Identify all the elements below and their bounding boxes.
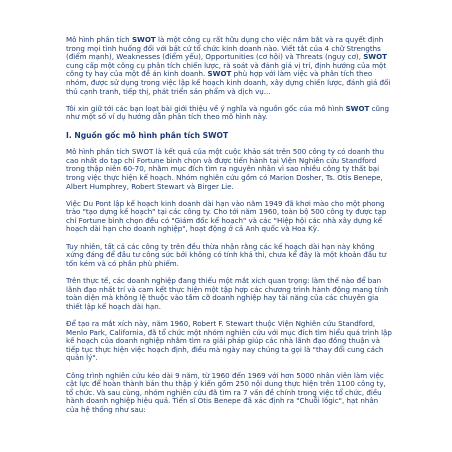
text-run: Tôi xin giữ tới các bạn loạt bài giới thiệu về ý nghĩa và nguồn gốc của mô hình xyxy=(66,103,346,113)
bold-term: SWOT xyxy=(363,52,388,62)
bold-term: SWOT xyxy=(131,35,156,44)
bold-term: SWOT xyxy=(345,103,370,113)
intro-paragraph-2 xyxy=(66,105,392,122)
text-run: phù hợp với làm việc và phân tích theo nhóm, được sử dụng trong việc lập kế hoạch kinh doanh, xây dựng chiến lược, đánh giá đối thủ cạnh tranh, tiếp thị, phát triển sản phẩm và dịch vụ... xyxy=(66,69,391,96)
text-run: là một công cụ rất hữu dụng cho việc nắm bắt và ra quyết định trong mọi tình huống đối với bất cứ tổ chức kinh doanh nào. Viết tắt của 4 chữ Strengths (điểm mạnh), Weaknesses (điểm yếu), Opportunities (cơ hội) và Threats (nguy cơ), xyxy=(66,35,384,62)
intro-paragraph-1 xyxy=(66,36,392,96)
section-paragraph-4: Trên thực tế, các doanh nghiệp đang thiếu một mắt xích quan trọng: làm thế nào để ban lãnh đạo nhất trí và cam kết thực hiện một tập hợp các chương trình hành động mang tính toàn diện mà không lệ thuộc vào tầm cỡ doanh nghiệp hay tài năng của các chuyên gia thiết lập kế hoạch dài hạn. xyxy=(66,276,389,311)
section-paragraph-6: Công trình nghiên cứu kéo dài 9 năm, từ 1960 đến 1969 với hơn 5000 nhân viên làm việc cật lực để hoàn thành bản thu thập ý kiến gồm 250 nội dung thực hiện trên 1100 công ty, tổ chức. Và sau cùng, nhóm nghiên cứu đã tìm ra 7 vấn đề chính trong việc tổ chức, điều hành doanh nghiệp hiệu quả. Tiến sĩ Otis Benepe đã xác định ra "Chuỗi lôgic", hạt nhân của hệ thống như sau: xyxy=(66,370,386,414)
bold-term: SWOT xyxy=(207,69,232,79)
text-run: cung cấp một công cụ phân tích chiến lược, rà soát và đánh giá vị trí, định hướng của một công ty hay của một đề án kinh doanh. xyxy=(66,60,387,79)
section-paragraph-3: Tuy nhiên, tất cả các công ty trên đều thừa nhận rằng các kế hoạch dài hạn này không xứng đáng để đầu tư công sức bởi không có tính khả thi, chưa kể đây là một khoản đầu tư tốn kém và có phần phù phiếm. xyxy=(66,241,387,268)
text-run: Mô hình phân tích xyxy=(66,35,132,44)
document-body xyxy=(66,36,392,423)
section-paragraph-1: Mô hình phân tích SWOT là kết quả của một cuộc khảo sát trên 500 công ty có doanh thu cao nhất do tạp chí Fortune bình chọn và được tiến hành tại Viện Nghiên cứu Standford trong thập niên 60-70, nhằm mục đích tìm ra nguyên nhân vì sao nhiều công ty thất bại trong việc thực hiện kế hoạch. Nhóm nghiên cứu gồm có Marion Dosher, Ts. Otis Benepe, Albert Humphrey, Robert Stewart và Birger Lie. xyxy=(66,147,384,191)
section-paragraph-5: Để tạo ra mắt xích này, năm 1960, Robert F. Stewart thuộc Viện Nghiên cứu Standford, Menlo Park, California, đã tổ chức một nhóm nghiên cứu với mục đích tìm hiểu quá trình lập kế hoạch của doanh nghiệp nhằm tìm ra giải pháp giúp các nhà lãnh đạo đồng thuận và tiếp tục thực hiện việc hoạch định, điều mà ngày nay chúng ta gọi là "thay đổi cung cách quản lý". xyxy=(66,319,392,363)
text-run: cũng như một số ví dụ hướng dẫn phân tích theo mô hình này. xyxy=(66,103,390,122)
section-heading: I. Nguồn gốc mô hình phân tích SWOT xyxy=(66,130,229,140)
section-paragraph-2: Việc Du Pont lập kế hoạch kinh doanh dài hạn vào năm 1949 đã khơi mào cho một phong trào "tạo dựng kế hoạch" tại các công ty. Cho tới năm 1960, toàn bộ 500 công ty được tạp chí Fortune bình chọn đều có "Giám đốc kế hoạch" và các "Hiệp hội các nhà xây dựng kế hoạch dài hạn cho doanh nghiệp", hoạt động ở cả Anh quốc và Hoa Kỳ. xyxy=(66,198,387,234)
